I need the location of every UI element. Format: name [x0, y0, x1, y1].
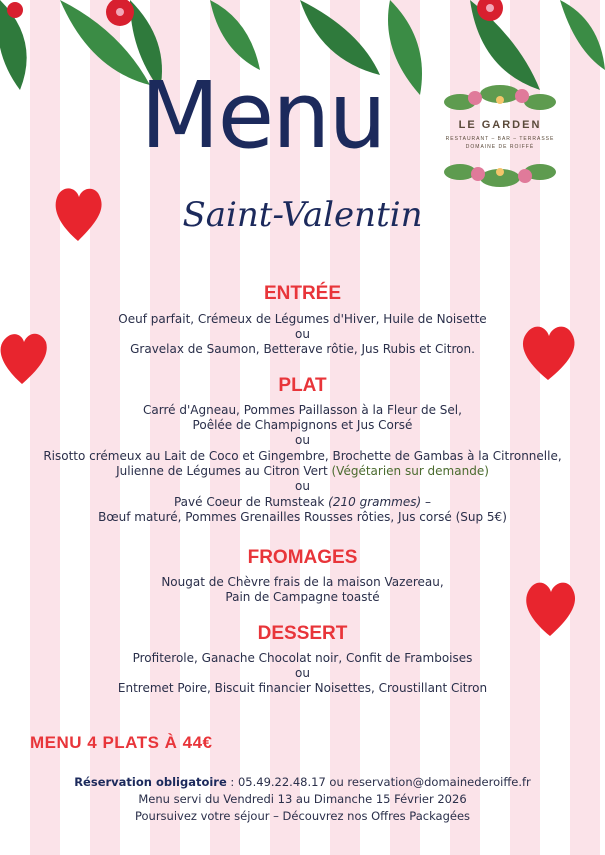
promo-line: Poursuivez votre séjour – Découvrez nos Offres Packagées	[134, 809, 471, 823]
plat-line-4	[0, 464, 605, 478]
plat-or-2: ou	[295, 479, 310, 493]
logo-tagline: RESTAURANT – BAR – TERRASSE	[445, 136, 555, 142]
logo-name: LE GARDEN	[458, 119, 542, 131]
menu-price: MENU 4 PLATS À 44€	[30, 733, 213, 752]
logo-place: DOMAINE DE ROIFFÉ	[465, 144, 535, 150]
plat-line-4-text: Julienne de Légumes au Citron Vert	[116, 464, 328, 478]
dessert-or: ou	[295, 666, 310, 680]
plat-line-1: Carré d'Agneau, Pommes Paillasson à la Fleur de Sel,	[143, 403, 462, 417]
menu-title: Menu	[140, 62, 385, 169]
entree-line-1: Oeuf parfait, Crémeux de Légumes d'Hiver, Huile de Noisette	[118, 312, 487, 326]
reservation-label: Réservation obligatoire	[74, 775, 227, 789]
entree-title: ENTRÉE	[263, 283, 342, 304]
le-garden-logo	[430, 80, 570, 190]
dessert-line-1: Profiterole, Ganache Chocolat noir, Confit de Framboises	[132, 651, 473, 665]
plat-line-5	[0, 495, 605, 509]
vegetarian-note: (Végétarien sur demande)	[331, 464, 489, 478]
reservation-contact: : 05.49.22.48.17 ou reservation@domainederoiffe.fr	[226, 775, 531, 789]
reservation-line	[0, 775, 605, 789]
fromages-title: FROMAGES	[247, 547, 358, 568]
logo-flowers-icon	[430, 80, 570, 190]
entree-line-2: Gravelax de Saumon, Betterave rôtie, Jus Rubis et Citron.	[130, 342, 475, 356]
dessert-title: DESSERT	[257, 623, 348, 644]
fromages-line-1: Nougat de Chèvre frais de la maison Vazereau,	[161, 575, 444, 589]
fromages-line-2: Pain de Campagne toasté	[225, 590, 380, 604]
menu-dates: Menu servi du Vendredi 13 au Dimanche 15 Février 2026	[138, 792, 467, 806]
menu-subtitle: Saint-Valentin	[182, 195, 423, 235]
plat-title: PLAT	[278, 375, 327, 396]
dessert-line-2: Entremet Poire, Biscuit financier Noisettes, Croustillant Citron	[117, 681, 488, 695]
entree-or: ou	[295, 327, 310, 341]
plat-or-1: ou	[295, 433, 310, 447]
plat-line-5-dash: –	[421, 495, 431, 509]
weight-note: (210 grammes)	[328, 495, 422, 509]
plat-line-2: Poêlée de Champignons et Jus Corsé	[192, 418, 413, 432]
plat-line-6: Bœuf maturé, Pommes Grenailles Rousses rôties, Jus corsé (Sup 5€)	[98, 510, 507, 524]
plat-line-5-text: Pavé Coeur de Rumsteak	[173, 495, 325, 509]
plat-line-3: Risotto crémeux au Lait de Coco et Gingembre, Brochette de Gambas à la Citronnelle,	[43, 449, 562, 463]
heart-icon	[52, 185, 104, 243]
